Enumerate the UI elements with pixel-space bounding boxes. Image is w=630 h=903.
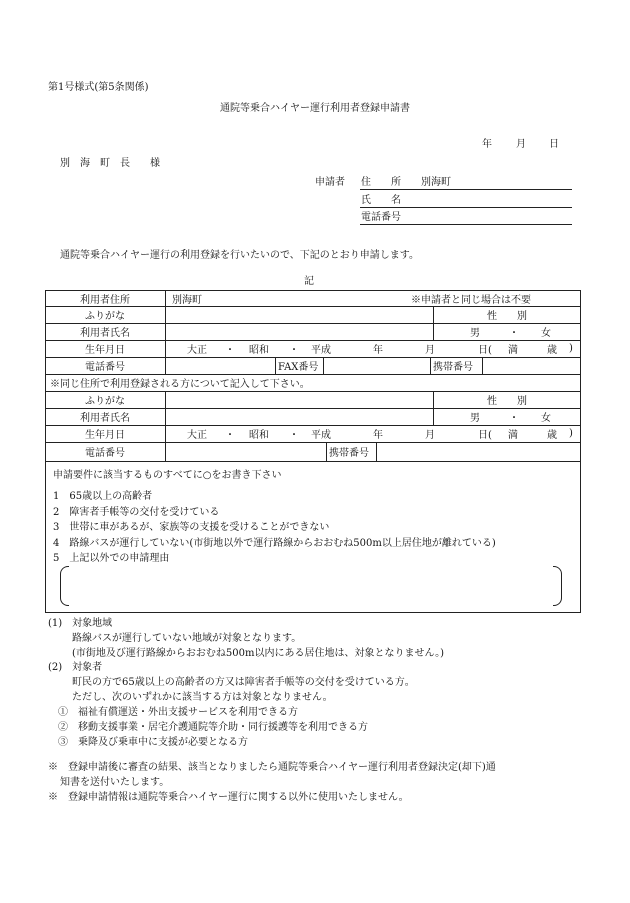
- gender-label: 性 別: [487, 311, 527, 322]
- user-name-label: 利用者氏名: [80, 413, 130, 424]
- age-unit-label: 歳: [547, 430, 557, 441]
- date-month-label: 月: [516, 139, 526, 150]
- age-full-label: 満: [508, 345, 518, 356]
- requirement-item: 2 障害者手帳等の交付を受けている: [53, 507, 220, 518]
- intro-text: 通院等乗合ハイヤー運行の利用登録を行いたいので、下記のとおり申請します。: [60, 250, 419, 261]
- era-taisho: 大正: [187, 430, 207, 441]
- mobile-label: 携帯番号: [433, 362, 473, 373]
- left-bracket: [60, 566, 69, 606]
- note-2-item: ③ 乗降及び乗車中に支援が必要となる方: [58, 737, 248, 748]
- dot-separator: ・: [225, 345, 235, 356]
- footer-note-1-line-1: ※ 登録申請後に審査の結果、該当となりましたら通院等乗合ハイヤー運行利用者登録決定(却下)通: [48, 762, 496, 773]
- male-option: 男: [470, 413, 480, 424]
- birth-month-label: 月: [425, 430, 435, 441]
- age-unit-label: 歳: [547, 345, 557, 356]
- birth-year-label: 年: [373, 430, 383, 441]
- footer-note-1-line-2: 知書を送付いたします。: [60, 777, 170, 788]
- user-name-label: 利用者氏名: [80, 328, 130, 339]
- addressee: 別 海 町 長 様: [60, 158, 160, 169]
- female-option: 女: [541, 328, 551, 339]
- applicant-label: 申請者: [315, 177, 345, 188]
- phone-label: 電話番号: [85, 362, 125, 373]
- female-option: 女: [541, 413, 551, 424]
- dot-separator: ・: [509, 413, 519, 424]
- dot-separator: ・: [225, 430, 235, 441]
- note-1-title: (1) 対象地域: [48, 618, 113, 629]
- birth-label: 生年月日: [85, 430, 125, 441]
- note-2-line-1: 町民の方で65歳以上の高齢者の方又は障害者手帳等の交付を受けている方。: [72, 677, 415, 688]
- note-1-line-1: 路線バスが運行していない地域が対象となります。: [72, 633, 302, 644]
- male-option: 男: [470, 328, 480, 339]
- applicant-address-label: 住 所: [361, 177, 401, 188]
- birth-day-label: 日(: [478, 430, 492, 441]
- birth-label: 生年月日: [85, 345, 125, 356]
- note-1-line-2: (市街地及び運行路線からおおむね500m以内にある居住地は、対象となりません。): [72, 648, 444, 659]
- dot-separator: ・: [509, 328, 519, 339]
- phone-label: 電話番号: [85, 448, 125, 459]
- fax-label: FAX番号: [278, 362, 319, 373]
- date-day-label: 日: [549, 139, 559, 150]
- close-paren: ): [569, 343, 573, 354]
- furigana-label: ふりがな: [85, 311, 125, 322]
- era-showa: 昭和: [249, 345, 269, 356]
- footer-note-2: ※ 登録申請情報は通院等乗合ハイヤー運行に関する以外に使用いたしません。: [48, 792, 409, 803]
- furigana-label: ふりがな: [85, 396, 125, 407]
- requirement-item: 5 上記以外での申請理由: [53, 553, 170, 564]
- reason-bracket-box[interactable]: [60, 566, 562, 606]
- address-note: ※申請者と同じ場合は不要: [411, 294, 531, 306]
- birth-year-label: 年: [373, 345, 383, 356]
- birth-day-label: 日(: [478, 345, 492, 356]
- form-number: 第1号様式(第5条関係): [48, 82, 149, 93]
- applicant-name-label: 氏 名: [361, 195, 401, 206]
- mobile-label: 携帯番号: [329, 448, 369, 459]
- gender-label: 性 別: [487, 396, 527, 407]
- note-2-item: ① 福祉有償運送・外出支援サービスを利用できる方: [58, 707, 298, 718]
- birth-month-label: 月: [425, 345, 435, 356]
- requirements-header: 申請要件に該当するものすべてに○をお書き下さい: [53, 470, 282, 481]
- note-2-line-2: ただし、次のいずれかに該当する方は対象となりません。: [72, 692, 333, 703]
- requirement-item: 4 路線バスが運行していない(市街地以外で運行路線からおおむね500m以上居住地が離れている): [53, 538, 496, 549]
- user-address-value: 別海町: [172, 294, 202, 306]
- right-bracket: [553, 566, 562, 606]
- form-title: 通院等乗合ハイヤー運行利用者登録申請書: [220, 103, 410, 114]
- ki-label: 記: [304, 276, 314, 287]
- dot-separator: ・: [289, 430, 299, 441]
- era-heisei: 平成: [311, 430, 331, 441]
- note-2-title: (2) 対象者: [48, 662, 103, 673]
- date-year-label: 年: [482, 139, 492, 150]
- same-address-note: ※同じ住所で利用登録される方について記入して下さい。: [50, 379, 310, 390]
- requirement-item: 3 世帯に車があるが、家族等の支援を受けることができない: [53, 522, 330, 533]
- era-taisho: 大正: [187, 345, 207, 356]
- requirement-item: 1 65歳以上の高齢者: [53, 491, 153, 502]
- applicant-phone-label: 電話番号: [361, 212, 401, 223]
- age-full-label: 満: [508, 430, 518, 441]
- applicant-address-value: 別海町: [421, 177, 451, 188]
- user-address-label: 利用者住所: [80, 294, 130, 306]
- dot-separator: ・: [289, 345, 299, 356]
- era-heisei: 平成: [311, 345, 331, 356]
- era-showa: 昭和: [249, 430, 269, 441]
- close-paren: ): [569, 428, 573, 439]
- note-2-item: ② 移動支援事業・居宅介護通院等介助・同行援護等を利用できる方: [58, 722, 368, 733]
